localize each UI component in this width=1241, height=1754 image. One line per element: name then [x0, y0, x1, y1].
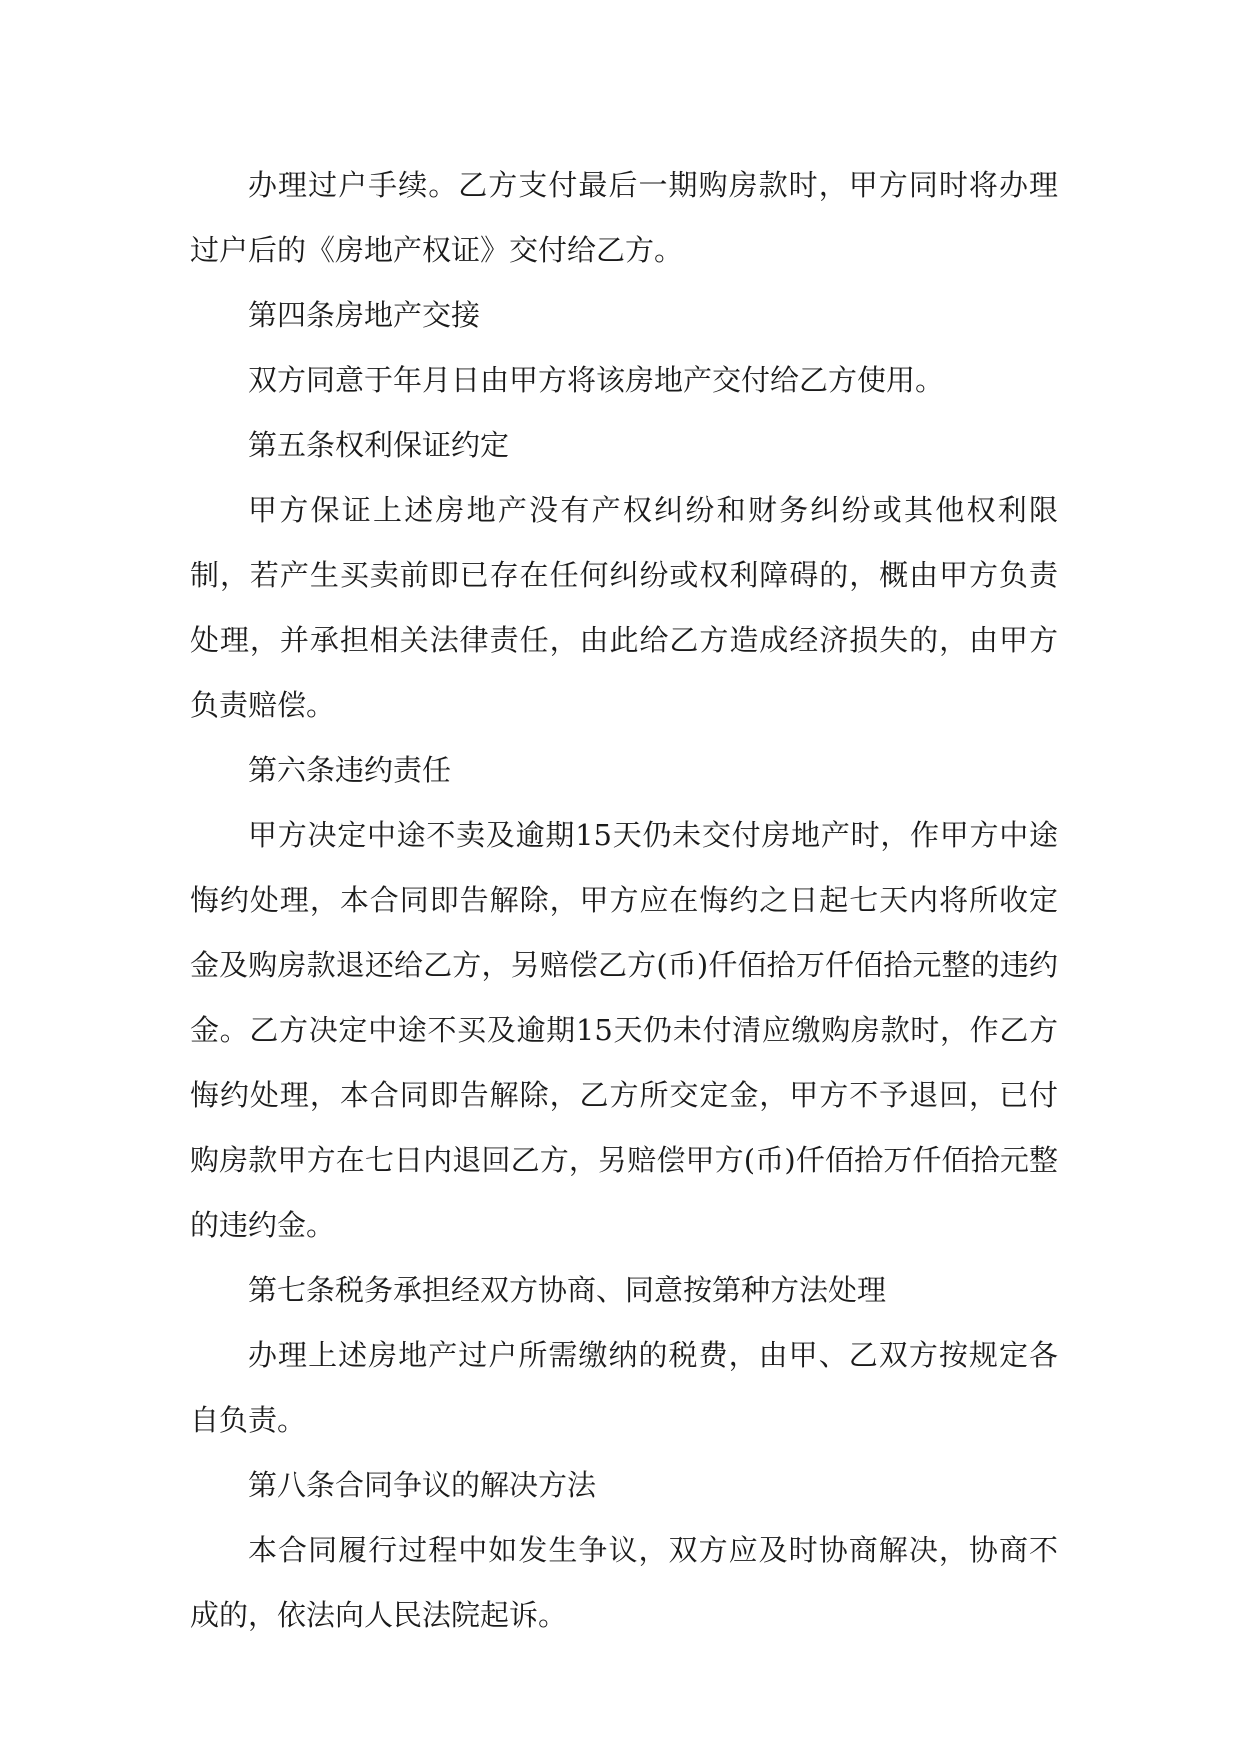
- paragraph-tax: 办理上述房地产过户所需缴纳的税费，由甲、乙双方按规定各自负责。: [190, 1338, 1058, 1437]
- paragraph-transfer-procedure: 办理过户手续。乙方支付最后一期购房款时，甲方同时将办理过户后的《房地产权证》交付给乙方。: [190, 168, 1058, 267]
- heading-article-5: 第五条权利保证约定: [248, 428, 510, 462]
- heading-article-4: 第四条房地产交接: [248, 298, 481, 332]
- heading-article-7: 第七条税务承担经双方协商、同意按第种方法处理: [248, 1273, 887, 1307]
- paragraph-breach-liability: 甲方决定中途不卖及逾期15天仍未交付房地产时，作甲方中途悔约处理，本合同即告解除，甲方应在悔约之日起七天内将所收定金及购房款退还给乙方，另赔偿乙方(币)仟佰拾万仟佰拾元整的违约金。乙方决定中途不买及逾期15天仍未付清应缴购房款时，作乙方悔约处理，本合同即告解除，乙方所交定金，甲方不予退回，已付购房款甲方在七日内退回乙方，另赔偿甲方(币)仟佰拾万仟佰拾元整的违约金。: [190, 818, 1058, 1242]
- document-body: [190, 153, 1058, 1648]
- heading-article-8: 第八条合同争议的解决方法: [248, 1468, 597, 1502]
- heading-article-6: 第六条违约责任: [248, 753, 452, 787]
- paragraph-handover: 双方同意于年月日由甲方将该房地产交付给乙方使用。: [248, 363, 945, 397]
- paragraph-rights-guarantee: 甲方保证上述房地产没有产权纠纷和财务纠纷或其他权利限制，若产生买卖前即已存在任何纠纷或权利障碍的，概由甲方负责处理，并承担相关法律责任，由此给乙方造成经济损失的，由甲方负责赔偿。: [190, 493, 1058, 722]
- paragraph-dispute-resolution: 本合同履行过程中如发生争议，双方应及时协商解决，协商不成的，依法向人民法院起诉。: [190, 1533, 1058, 1632]
